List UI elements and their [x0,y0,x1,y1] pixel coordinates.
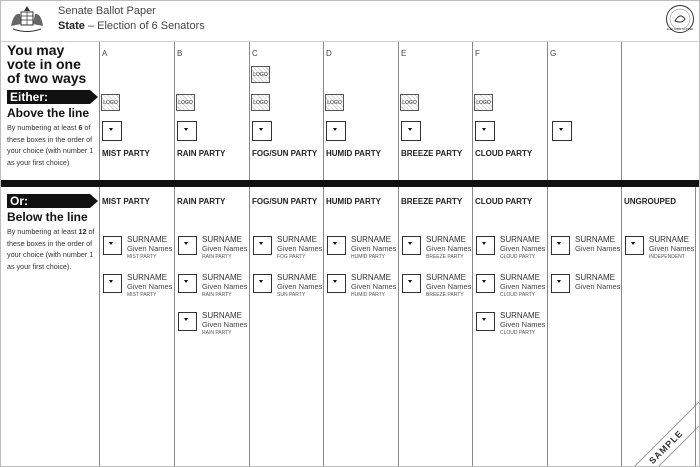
above-line-party-name: BREEZE PARTY [401,149,463,158]
candidate-vote-box[interactable] [178,274,197,293]
candidate-given-names: Given Names [277,282,323,291]
below-line-heading: Below the line [7,210,88,224]
above-line-party-name: FOG/SUN PARTY [252,149,318,158]
candidate-given-names: Given Names [127,282,173,291]
ballot-subtitle: State – Election of 6 Senators [58,20,205,32]
candidate-party: HUMID PARTY [351,292,385,298]
candidate-party: MIST PARTY [127,292,157,298]
candidate-vote-box[interactable] [253,274,272,293]
svg-text:ELECTORAL OFFICER: ELECTORAL OFFICER [666,28,694,31]
candidate-vote-box[interactable] [625,236,644,255]
candidate-given-names: Given Names [127,244,173,253]
column-separator [174,187,175,467]
column-separator [472,187,473,467]
candidate-party: CLOUD PARTY [500,254,536,260]
candidate-given-names: Given Names [202,320,248,329]
above-line-vote-box[interactable] [401,121,421,141]
column-separator [323,42,324,180]
column-separator [99,187,100,467]
candidate-given-names: Given Names [202,282,248,291]
candidate-given-names: Given Names [351,282,397,291]
candidate-given-names: Given Names [575,244,621,253]
above-line-vote-box[interactable] [252,121,272,141]
below-line-party-name: CLOUD PARTY [475,197,533,206]
candidate-surname: SURNAME [277,273,318,282]
candidate-given-names: Given Names [500,282,546,291]
candidate-party: CLOUD PARTY [500,292,536,298]
candidate-vote-box[interactable] [103,236,122,255]
candidate-vote-box[interactable] [476,312,495,331]
below-line-party-name: UNGROUPED [624,197,677,206]
above-line-vote-box[interactable] [475,121,495,141]
section-divider [1,180,699,187]
candidate-given-names: Given Names [426,244,472,253]
column-separator [398,42,399,180]
party-logo: LOGO [101,94,120,111]
column-separator [621,42,622,180]
column-separator [621,187,622,467]
above-line-party-name: MIST PARTY [102,149,150,158]
group-letter: F [475,49,480,58]
candidate-party: RAIN PARTY [202,330,232,336]
group-letter: B [177,49,183,58]
candidate-surname: SURNAME [575,273,616,282]
candidate-surname: SURNAME [575,235,616,244]
candidate-vote-box[interactable] [253,236,272,255]
candidate-vote-box[interactable] [476,274,495,293]
above-line-vote-box[interactable] [552,121,572,141]
candidate-vote-box[interactable] [327,274,346,293]
candidate-surname: SURNAME [500,273,541,282]
column-separator [547,187,548,467]
above-line-vote-box[interactable] [326,121,346,141]
candidate-surname: SURNAME [127,235,168,244]
candidate-party: BREEZE PARTY [426,254,464,260]
above-line-vote-box[interactable] [177,121,197,141]
candidate-vote-box[interactable] [551,236,570,255]
party-logo: LOGO [474,94,493,111]
candidate-party: CLOUD PARTY [500,330,536,336]
column-separator [99,42,100,180]
candidate-given-names: Given Names [202,244,248,253]
above-line-instructions: By numbering at least 6 of these boxes in the order of your choice (with number 1 as your first choice) [7,123,94,167]
voting-methods-heading: You may vote in one of two ways [7,42,87,86]
column-separator [323,187,324,467]
candidate-surname: SURNAME [426,235,467,244]
below-line-party-name: BREEZE PARTY [401,197,463,206]
either-tag: Either: [7,90,90,104]
candidate-party: MIST PARTY [127,254,157,260]
party-logo: LOGO [325,94,344,111]
party-logo: LOGO [251,94,270,111]
below-line-party-name: RAIN PARTY [177,197,226,206]
candidate-surname: SURNAME [500,235,541,244]
group-letter: E [401,49,407,58]
column-separator [174,42,175,180]
ballot-title: Senate Ballot Paper [58,5,156,17]
candidate-party: INDEPENDENT [649,254,685,260]
candidate-party: SUN PARTY [277,292,306,298]
column-separator [547,42,548,180]
below-line-instructions: By numbering at least 12 of these boxes in the order of your choice (with number 1 as your first choice). [7,227,95,271]
sample-stamp: SAMPLE [621,402,700,467]
candidate-given-names: Given Names [277,244,323,253]
above-line-party-name: CLOUD PARTY [475,149,533,158]
above-line-party-name: RAIN PARTY [177,149,226,158]
candidate-given-names: Given Names [500,244,546,253]
candidate-party: HUMID PARTY [351,254,385,260]
below-line-party-name: FOG/SUN PARTY [252,197,318,206]
candidate-vote-box[interactable] [327,236,346,255]
candidate-surname: SURNAME [127,273,168,282]
group-letter: A [102,49,108,58]
party-logo: LOGO [400,94,419,111]
above-line-party-name: HUMID PARTY [326,149,381,158]
candidate-party: FOG PARTY [277,254,306,260]
below-line-party-name: HUMID PARTY [326,197,381,206]
party-logo: LOGO [251,66,270,83]
candidate-vote-box[interactable] [402,274,421,293]
candidate-surname: SURNAME [426,273,467,282]
group-letter: C [252,49,258,58]
coat-of-arms-icon [7,4,47,34]
candidate-vote-box[interactable] [178,236,197,255]
below-line-party-name: MIST PARTY [102,197,150,206]
candidate-surname: SURNAME [202,273,243,282]
candidate-surname: SURNAME [649,235,690,244]
party-logo: LOGO [176,94,195,111]
official-seal-icon [665,4,695,34]
candidate-surname: SURNAME [202,235,243,244]
candidate-given-names: Given Names [575,282,621,291]
candidate-vote-box[interactable] [402,236,421,255]
candidate-given-names: Given Names [500,320,546,329]
candidate-given-names: Given Names [426,282,472,291]
candidate-surname: SURNAME [351,235,392,244]
above-line-heading: Above the line [7,106,90,120]
group-letter: D [326,49,332,58]
above-line-vote-box[interactable] [102,121,122,141]
candidate-given-names: Given Names [649,244,695,253]
candidate-vote-box[interactable] [103,274,122,293]
candidate-surname: SURNAME [277,235,318,244]
column-separator [398,187,399,467]
candidate-vote-box[interactable] [476,236,495,255]
candidate-surname: SURNAME [500,311,541,320]
candidate-surname: SURNAME [202,311,243,320]
candidate-vote-box[interactable] [178,312,197,331]
column-separator [472,42,473,180]
candidate-party: RAIN PARTY [202,254,232,260]
candidate-surname: SURNAME [351,273,392,282]
candidate-party: BREEZE PARTY [426,292,464,298]
ballot-header [1,1,699,42]
column-separator [249,187,250,467]
column-separator [249,42,250,180]
or-tag: Or: [7,194,90,208]
group-letter: G [550,49,557,58]
column-separator [695,187,696,467]
candidate-given-names: Given Names [351,244,397,253]
candidate-vote-box[interactable] [551,274,570,293]
candidate-party: RAIN PARTY [202,292,232,298]
